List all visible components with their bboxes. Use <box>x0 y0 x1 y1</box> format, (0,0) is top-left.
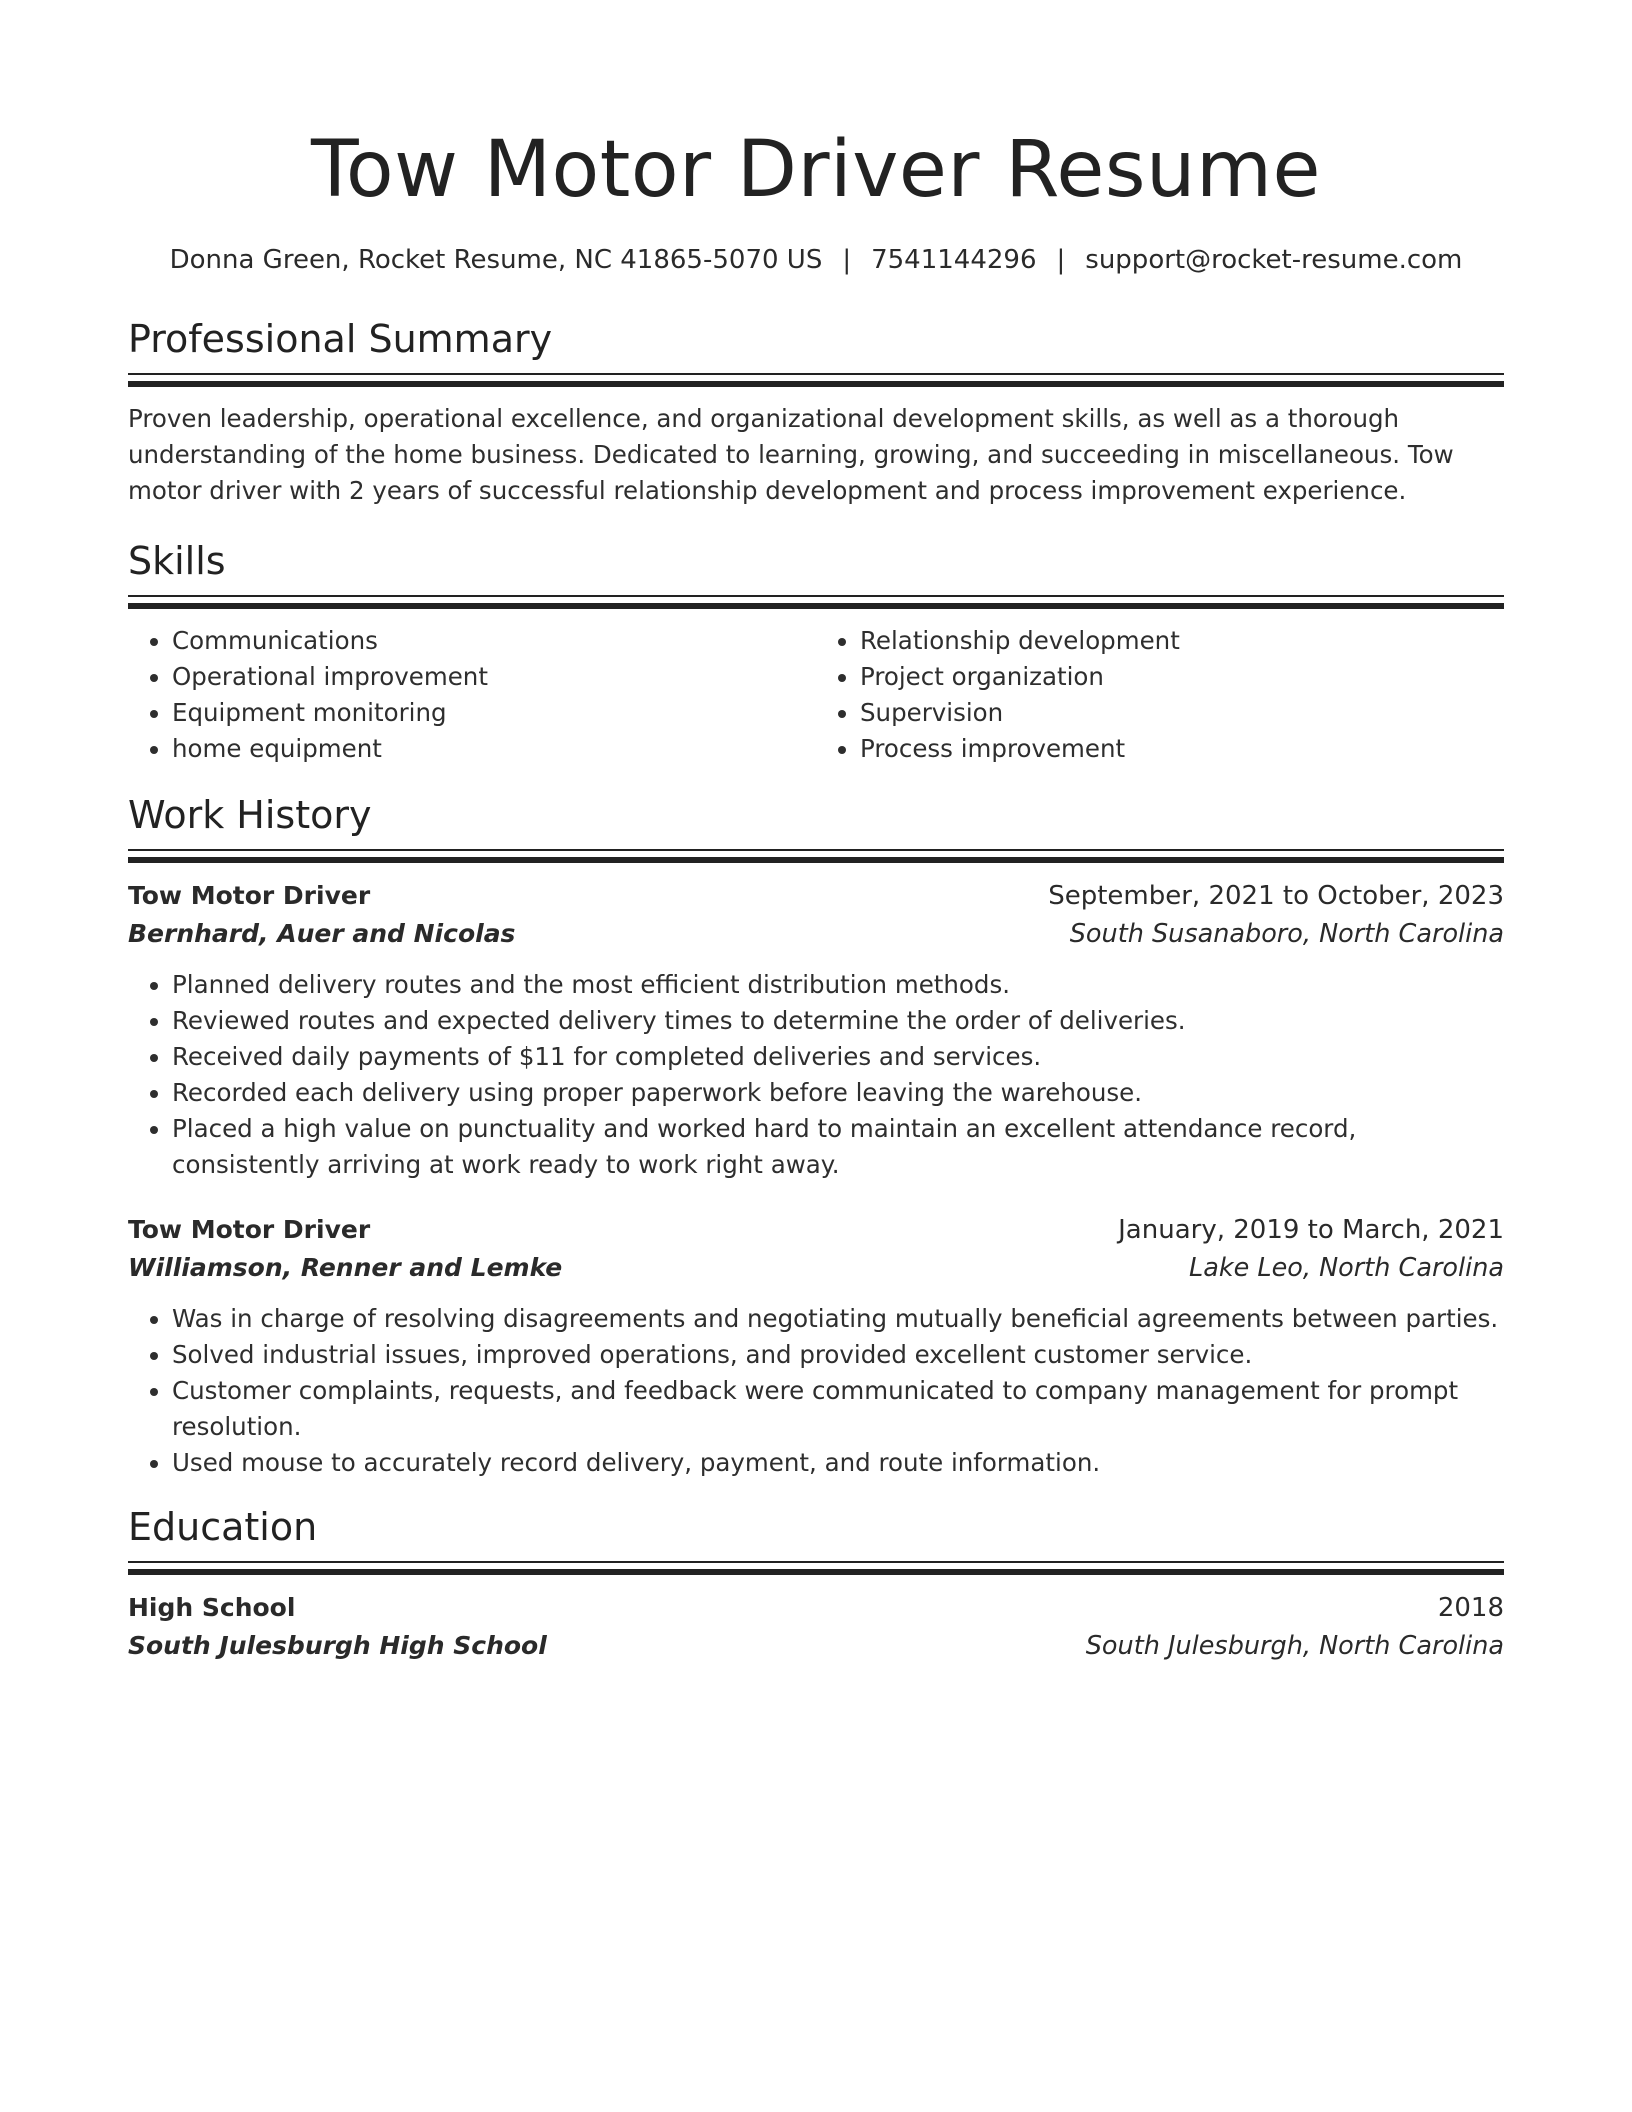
job-title: Tow Motor Driver <box>128 881 371 910</box>
job-entry <box>128 1211 1504 1481</box>
duty-item: • Planned delivery routes and the most efficient distribution methods. <box>172 967 1504 1003</box>
section-divider <box>128 595 1504 609</box>
job-title: Tow Motor Driver <box>128 1215 371 1244</box>
skills-column-right <box>816 623 1504 767</box>
skill-item: • Communications <box>172 623 816 659</box>
section-divider <box>128 373 1504 387</box>
skills-section <box>128 537 1504 767</box>
job-location: South Susanaboro, North Carolina <box>1069 919 1504 949</box>
job-dates: September, 2021 to October, 2023 <box>1048 881 1504 911</box>
duty-item: • Customer complaints, requests, and feedback were communicated to company management for prompt resolution. <box>172 1373 1504 1445</box>
job-subheader <box>128 1249 1504 1287</box>
section-title-work-history: Work History <box>128 793 372 837</box>
duty-item: • Placed a high value on punctuality and worked hard to maintain an excellent attendance record, consistently arriving at work ready to work right away. <box>172 1111 1504 1183</box>
contact-phone: 7541144296 <box>871 245 1037 275</box>
job-header <box>128 1211 1504 1249</box>
summary-text: Proven leadership, operational excellence, and organizational development skills, as well as a thorough understanding of the home business. Dedicated to learning, growing, and succeeding in miscellaneous. Tow motor driver with 2 years of successful relationship development and process improvement experience. <box>128 404 1454 505</box>
resume-title: Tow Motor Driver Resume <box>311 125 1321 215</box>
job-subheader <box>128 915 1504 953</box>
education-entry <box>128 1589 1504 1665</box>
work-history-section <box>128 791 1504 1481</box>
job-duties <box>128 1301 1504 1481</box>
duty-item: • Used mouse to accurately record delivery, payment, and route information. <box>172 1445 1504 1481</box>
contact-line <box>128 242 1504 278</box>
resume-page <box>128 0 1504 1665</box>
duty-item: • Solved industrial issues, improved operations, and provided excellent customer service. <box>172 1337 1504 1373</box>
education-subheader <box>128 1627 1504 1665</box>
education-header <box>128 1589 1504 1627</box>
duty-item: • Received daily payments of $11 for completed deliveries and services. <box>172 1039 1504 1075</box>
job-duties <box>128 967 1504 1183</box>
duty-item: • Was in charge of resolving disagreements and negotiating mutually beneficial agreements between parties. <box>172 1301 1504 1337</box>
job-entry <box>128 877 1504 1183</box>
job-header <box>128 877 1504 915</box>
skill-item: • Equipment monitoring <box>172 695 816 731</box>
section-title-education: Education <box>128 1505 318 1549</box>
duty-item: • Reviewed routes and expected delivery times to determine the order of deliveries. <box>172 1003 1504 1039</box>
section-title-summary: Professional Summary <box>128 317 553 361</box>
duty-item: • Recorded each delivery using proper paperwork before leaving the warehouse. <box>172 1075 1504 1111</box>
contact-address: Donna Green, Rocket Resume, NC 41865-5070 US <box>169 245 823 275</box>
education-year: 2018 <box>1437 1593 1504 1623</box>
contact-separator: | <box>1056 245 1066 275</box>
skill-item: • Operational improvement <box>172 659 816 695</box>
job-company: Bernhard, Auer and Nicolas <box>128 919 516 948</box>
skills-column-left <box>128 623 816 767</box>
skill-item: • home equipment <box>172 731 816 767</box>
job-company: Williamson, Renner and Lemke <box>128 1253 563 1282</box>
education-location: South Julesburgh, North Carolina <box>1085 1631 1504 1661</box>
section-title-skills: Skills <box>128 539 226 583</box>
skill-item: • Process improvement <box>860 731 1504 767</box>
job-dates: January, 2019 to March, 2021 <box>1118 1215 1504 1245</box>
section-divider <box>128 849 1504 863</box>
section-divider <box>128 1561 1504 1575</box>
education-degree: High School <box>128 1593 296 1622</box>
skill-item: • Relationship development <box>860 623 1504 659</box>
skills-list <box>128 623 1504 767</box>
contact-email: support@rocket-resume.com <box>1085 245 1463 275</box>
skill-item: • Project organization <box>860 659 1504 695</box>
skill-item: • Supervision <box>860 695 1504 731</box>
summary-section <box>128 315 1504 509</box>
education-section <box>128 1503 1504 1665</box>
education-school: South Julesburgh High School <box>128 1631 547 1660</box>
job-location: Lake Leo, North Carolina <box>1188 1253 1504 1283</box>
contact-separator: | <box>842 245 852 275</box>
